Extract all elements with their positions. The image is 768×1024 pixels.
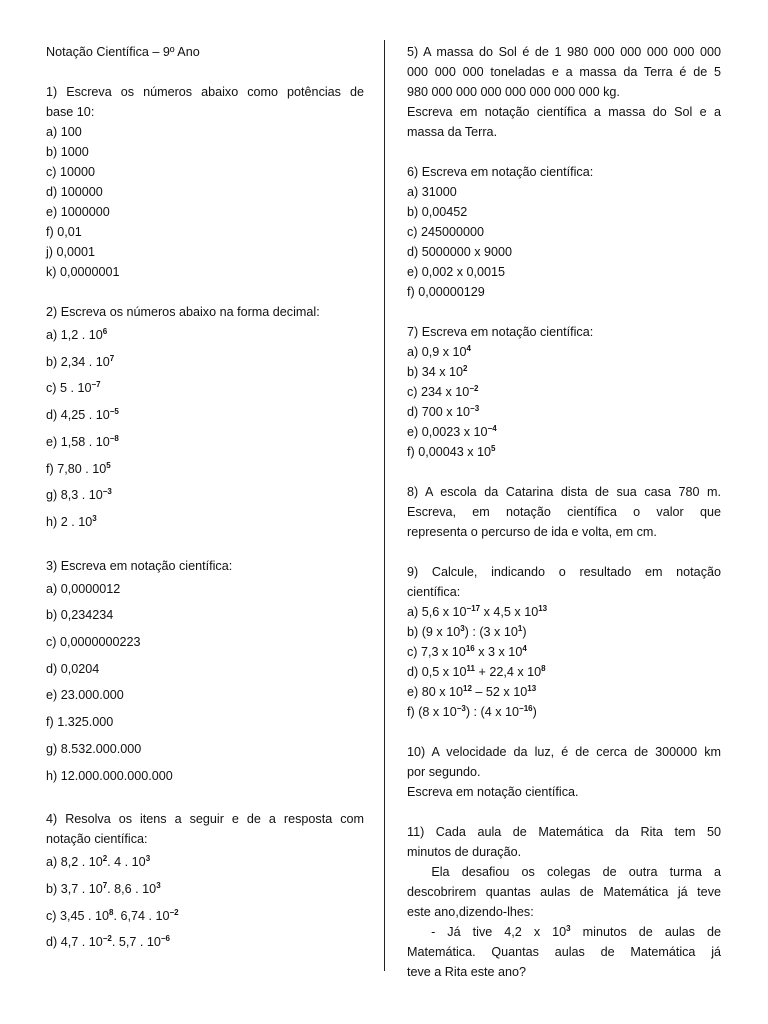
item-text: c) 7,3 x 10 — [407, 645, 466, 659]
question-6-item: b) 0,00452 — [407, 205, 468, 219]
item-base: c) 234 x 10 — [407, 385, 470, 399]
question-10-prompt-line: Escreva em notação científica. — [407, 785, 579, 799]
item-text: c) 3,45 . 10 — [46, 908, 110, 923]
question-9-prompt-line: científica: — [407, 585, 461, 599]
item-base: d) 4,25 . 10 — [46, 408, 110, 423]
question-1-item: k) 0,0000001 — [46, 265, 120, 279]
question-2-item — [46, 402, 364, 429]
question-1-item: e) 1000000 — [46, 205, 110, 219]
item-exponent: 1 — [517, 624, 523, 633]
question-3-item: b) 0,234234 — [46, 608, 114, 623]
item-text: + 22,4 x 10 — [474, 665, 542, 679]
question-11-prompt-line: 11) Cada aula de Matemática da Rita tem 50 — [407, 825, 721, 839]
item-exponent: 7 — [102, 880, 108, 890]
item-text: . 4 . 10 — [107, 855, 146, 870]
question-3-item: h) 12.000.000.000.000 — [46, 768, 173, 783]
left-column — [46, 42, 364, 976]
item-exponent: 4 — [466, 344, 471, 353]
item-text: d) 0,5 x 10 — [407, 665, 467, 679]
question-6-item: f) 0,00000129 — [407, 285, 485, 299]
question-11-quote-line — [407, 942, 721, 962]
item-exponent: 5 — [491, 444, 496, 453]
item-exponent: 7 — [109, 353, 115, 363]
item-exponent: −6 — [160, 934, 170, 944]
question-6 — [407, 162, 721, 302]
question-1-item: d) 100000 — [46, 185, 103, 199]
question-7 — [407, 322, 721, 462]
question-5 — [407, 42, 721, 142]
question-11-prompt-line: minutos de duração. — [407, 845, 522, 859]
item-exponent: −16 — [519, 704, 533, 713]
question-7-item — [407, 342, 721, 362]
item-text: ) : (3 x 10 — [464, 625, 518, 639]
item-text: . 6,74 . 10 — [113, 908, 170, 923]
page-title: Notação Científica – 9º Ano — [46, 45, 200, 59]
item-text: x 4,5 x 10 — [480, 605, 539, 619]
item-base: c) 5 . 10 — [46, 381, 92, 396]
question-6-item: d) 5000000 x 9000 — [407, 245, 513, 259]
question-2-item — [46, 429, 364, 456]
item-exponent: −3 — [102, 487, 112, 497]
question-4-item — [46, 849, 364, 876]
question-10-prompt-line: por segundo. — [407, 765, 481, 779]
item-text: – 52 x 10 — [471, 685, 528, 699]
item-base: f) 0,00043 x 10 — [407, 445, 492, 459]
question-9-item — [407, 642, 721, 662]
item-text: b) 3,7 . 10 — [46, 881, 103, 896]
item-text: . 8,6 . 10 — [107, 881, 157, 896]
question-4-item — [46, 929, 364, 956]
item-text: ) — [522, 625, 527, 639]
item-exponent: −2 — [169, 907, 179, 917]
question-5-prompt-line: Escreva em notação científica a massa do Sol e a — [407, 105, 721, 119]
question-11-prompt-line: este ano,dizendo-lhes: — [407, 905, 534, 919]
item-base: b) 34 x 10 — [407, 365, 464, 379]
question-9-item — [407, 702, 721, 722]
question-1-prompt-line: 1) Escreva os números abaixo como potências de — [46, 85, 364, 99]
question-3-item: d) 0,0204 — [46, 661, 100, 676]
question-9-item — [407, 602, 721, 622]
question-7-item — [407, 382, 721, 402]
question-5-prompt-line: massa da Terra. — [407, 125, 498, 139]
item-text: ) : (4 x 10 — [465, 705, 520, 719]
item-base: e) 0,0023 x 10 — [407, 425, 488, 439]
question-8-prompt-line: Escreva, em notação científica o valor que — [407, 505, 721, 519]
item-exponent: 11 — [466, 664, 475, 673]
quote-text: teve a Rita este ano? — [407, 965, 527, 979]
item-exponent: −17 — [466, 604, 481, 613]
question-3-item: a) 0,0000012 — [46, 581, 121, 596]
question-2-prompt-line: 2) Escreva os números abaixo na forma decimal: — [46, 305, 320, 319]
item-text: ) — [532, 705, 537, 719]
question-8-prompt-line: 8) A escola da Catarina dista de sua casa 780 m. — [407, 485, 721, 499]
item-text: e) 80 x 10 — [407, 685, 464, 699]
item-exponent: 4 — [522, 644, 527, 653]
question-11 — [407, 822, 721, 982]
item-text: a) 5,6 x 10 — [407, 605, 467, 619]
question-1-item: a) 100 — [46, 125, 82, 139]
question-4-item — [46, 876, 364, 903]
right-column — [407, 42, 721, 1002]
question-1 — [46, 82, 364, 282]
question-3 — [46, 556, 364, 790]
item-exponent: 13 — [538, 604, 548, 613]
item-exponent: 3 — [92, 513, 97, 523]
question-2-item — [46, 482, 364, 509]
item-exponent: −2 — [102, 934, 112, 944]
item-exponent: 2 — [463, 364, 468, 373]
question-6-item: a) 31000 — [407, 185, 457, 199]
item-exponent: 8 — [541, 664, 546, 673]
item-base: a) 1,2 . 10 — [46, 328, 103, 342]
item-exponent: −5 — [109, 407, 119, 417]
question-11-quote-line — [407, 962, 721, 982]
question-6-item: c) 245000000 — [407, 225, 485, 239]
question-1-item: c) 10000 — [46, 165, 96, 179]
question-6-item: e) 0,002 x 0,0015 — [407, 265, 506, 279]
question-4-prompt-line: notação científica: — [46, 832, 148, 847]
question-7-item — [407, 362, 721, 382]
quote-text: - Já tive 4,2 x 10 — [407, 925, 567, 939]
item-base: d) 700 x 10 — [407, 405, 471, 419]
item-exponent: −3 — [456, 704, 466, 713]
quote-text: minutos de aulas de — [570, 925, 721, 939]
item-base: a) 0,9 x 10 — [407, 345, 467, 359]
item-exponent: 6 — [102, 327, 108, 336]
item-text: . 5,7 . 10 — [111, 935, 161, 950]
question-10 — [407, 742, 721, 802]
question-8 — [407, 482, 721, 542]
question-9-prompt-line: 9) Calcule, indicando o resultado em notação — [407, 565, 721, 579]
question-5-prompt-line: 5) A massa do Sol é de 1 980 000 000 000 000 000 — [407, 45, 721, 59]
question-11-prompt-line: Ela desafiou os colegas de outra turma a — [407, 865, 722, 879]
item-text: a) 8,2 . 10 — [46, 855, 103, 870]
question-3-item: g) 8.532.000.000 — [46, 741, 142, 756]
question-1-prompt-line: base 10: — [46, 105, 95, 119]
item-text: f) (8 x 10 — [407, 705, 457, 719]
item-exponent: 3 — [460, 624, 465, 633]
item-exponent: 13 — [527, 684, 537, 693]
question-1-item: j) 0,0001 — [46, 245, 96, 259]
question-2-item — [46, 509, 364, 536]
item-text: d) 4,7 . 10 — [46, 935, 103, 950]
question-11-prompt-line: descobrirem quantas aulas de Matemática já teve — [407, 885, 721, 899]
question-2-item — [46, 375, 364, 402]
item-exponent: 8 — [109, 907, 114, 917]
item-exponent: 3 — [156, 880, 161, 890]
item-exponent: −8 — [109, 433, 119, 443]
item-base: f) 7,80 . 10 — [46, 461, 107, 476]
question-9 — [407, 562, 721, 722]
question-4 — [46, 809, 364, 956]
question-3-item: f) 1.325.000 — [46, 715, 114, 730]
item-exponent: 2 — [102, 854, 108, 864]
item-exponent: 5 — [106, 460, 111, 470]
item-exponent: 12 — [463, 684, 472, 693]
question-2-item — [46, 456, 364, 483]
item-base: e) 1,58 . 10 — [46, 434, 110, 449]
item-exponent: −2 — [469, 384, 479, 393]
item-base: g) 8,3 . 10 — [46, 488, 103, 503]
question-7-item — [407, 442, 721, 462]
item-text: x 3 x 10 — [474, 645, 523, 659]
item-exponent: 16 — [465, 644, 475, 653]
item-base: b) 2,34 . 10 — [46, 354, 110, 369]
column-divider — [384, 40, 385, 971]
question-1-item: f) 0,01 — [46, 225, 82, 239]
question-7-item — [407, 402, 721, 422]
question-6-prompt-line: 6) Escreva em notação científica: — [407, 165, 594, 179]
item-exponent: −4 — [487, 424, 497, 433]
question-2 — [46, 302, 364, 536]
question-4-item — [46, 903, 364, 930]
question-11-quote-line — [407, 922, 721, 942]
item-exponent: 3 — [566, 924, 571, 933]
question-3-prompt-line: 3) Escreva em notação científica: — [46, 558, 233, 573]
question-3-item: c) 0,0000000223 — [46, 635, 141, 650]
question-9-item — [407, 622, 721, 642]
question-5-prompt-line: 000 000 000 toneladas e a massa da Terra é de 5 — [407, 65, 721, 79]
question-9-item — [407, 682, 721, 702]
item-text: b) (9 x 10 — [407, 625, 461, 639]
question-2-item — [46, 349, 364, 376]
item-exponent: −3 — [470, 404, 480, 413]
question-4-prompt-line: 4) Resolva os itens a seguir e de a resposta com — [46, 812, 364, 827]
question-9-item — [407, 662, 721, 682]
question-1-item: b) 1000 — [46, 145, 89, 159]
question-7-prompt-line: 7) Escreva em notação científica: — [407, 325, 594, 339]
item-exponent: −7 — [91, 380, 101, 390]
item-base: h) 2 . 10 — [46, 514, 93, 529]
item-exponent: 3 — [145, 854, 151, 864]
quote-text: Matemática. Quantas aulas de Matemática já — [407, 945, 721, 959]
question-10-prompt-line: 10) A velocidade da luz, é de cerca de 300000 km — [407, 745, 721, 759]
question-8-prompt-line: representa o percurso de ida e volta, em cm. — [407, 525, 657, 539]
question-2-item — [46, 322, 364, 349]
question-3-item: e) 23.000.000 — [46, 688, 124, 703]
question-5-prompt-line: 980 000 000 000 000 000 000 000 kg. — [407, 85, 620, 99]
question-7-item — [407, 422, 721, 442]
